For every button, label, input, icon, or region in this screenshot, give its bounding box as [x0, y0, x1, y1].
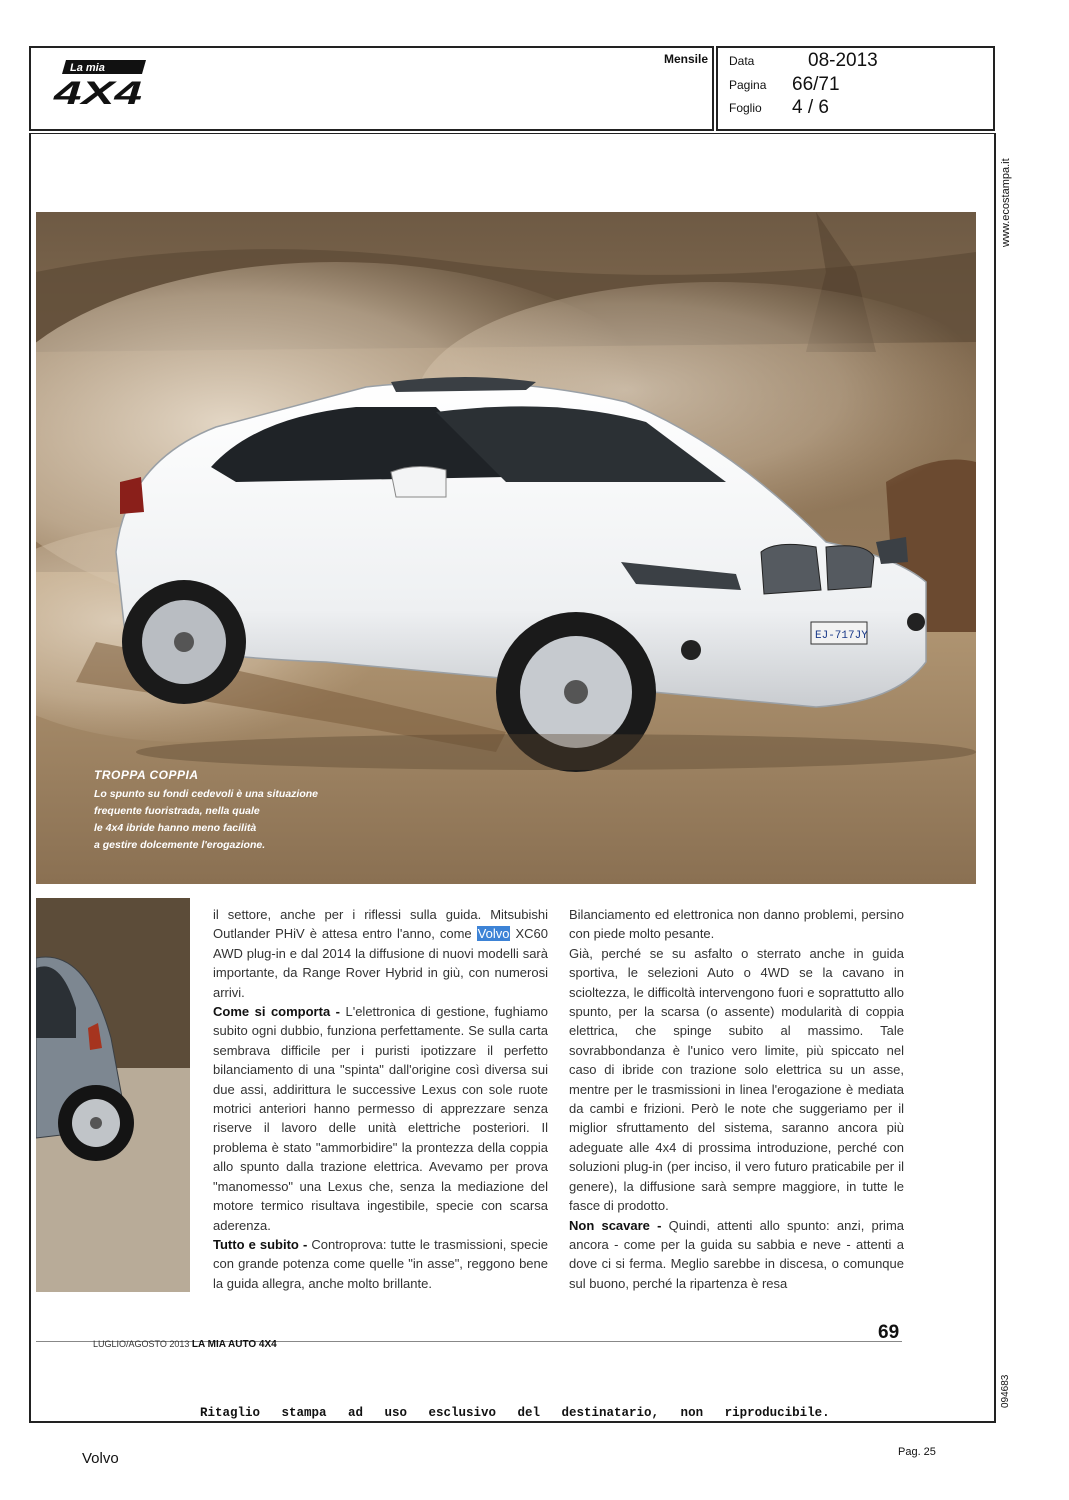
- section-come-si-comporta: [213, 1002, 548, 1235]
- pagina-label: Pagina: [729, 78, 767, 92]
- caption-line: a gestire dolcemente l'erogazione.: [94, 839, 266, 851]
- section-non-scavare: [569, 1216, 904, 1294]
- caption-line: le 4x4 ibride hanno meno facilità: [94, 822, 257, 834]
- column2-para2: Già, perché se su asfalto o sterrato anche in guida sportiva, le selezioni Auto o 4WD se la cavano in scioltezza, le difficoltà intervengono fuori e soprattutto allo spunto, per la scarsa (o assente) modularità di coppia elettrica, che spinge subito al massimo. Tale sovrabbondanza è l'unico vero limite, più spiccato nel caso di ibride con trazione solo elettrica su un asse, mentre per le trasmissioni in linea l'erogazione è mediata da cambi e frizioni. Però le note che suggeriamo per il miglior sfruttamento del sistema, saranno ancora più adeguate alle 4x4 di prossima introduzione, perché con soluzioni plug-in (per inciso, il vero futuro praticabile per il genere), la diffusione sarà sempre maggiore, in tutte le fasce di prodotto.: [569, 945, 904, 1214]
- archive-code: 094683: [1000, 1374, 1011, 1408]
- client-name: Volvo: [82, 1450, 119, 1467]
- section-body: Quindi, attenti allo spunto: anzi, prima ancora - come per la guida su sabbia e neve - attenti a dove ci si ferma. Meglio sarebbe in discesa, o comunque sul buono, perché la ripartenza è resa: [569, 1217, 904, 1291]
- copyright-notice: Ritaglio stampa ad uso esclusivo del destinatario, non riproducibile.: [200, 1406, 830, 1420]
- magazine-logo: [52, 60, 146, 106]
- pagina-value: 66/71: [792, 74, 840, 95]
- issue-footer: [93, 1339, 277, 1350]
- pag-number: Pag. 25: [898, 1446, 936, 1458]
- logo-main-text: 4X4: [52, 75, 143, 106]
- article-column-2: [569, 905, 904, 1293]
- intro-text-end: XC60 AWD plug-in e dal 2014 la diffusione di nuovi modelli sarà importante, da Range Rover Hybrid in giù, con numerosi arrivi.: [213, 926, 548, 1000]
- caption-line: frequente fuoristrada, nella quale: [94, 805, 260, 817]
- frequency-label: Mensile: [664, 52, 709, 66]
- magazine-name: LA MIA AUTO 4X4: [191, 1339, 277, 1350]
- section-body: L'elettronica di gestione, fughiamo subito ogni dubbio, funziona perfettamente. Se sulla carta sembrava difficile per i puristi ipotizzare il perfetto bilanciamento di una "spinta" dall'origine così diversa sui due assi, addirittura le successive Lexus con sole ruote motrici anteriori hanno permesso di apprezzare senza riserve il lavoro delle unità elettriche posteriori. Il problema è stato "ammorbidire" la prontezza della coppia allo spunto dalla trazione elettrica. Avevamo per prova "manomesso" una Lexus che, senza la mediazione del motore termico risultava ingestibile, specie con scarsa aderenza.: [213, 1004, 549, 1233]
- data-value: 08-2013: [808, 50, 878, 71]
- website-side-text: www.ecostampa.it: [1000, 158, 1012, 247]
- highlighted-keyword: Volvo: [477, 926, 510, 942]
- issue-date: LUGLIO/AGOSTO 2013: [93, 1339, 192, 1349]
- section-heading: Come si comporta -: [213, 1004, 346, 1020]
- foglio-label: Foglio: [729, 101, 762, 115]
- page-number: 69: [878, 1322, 900, 1343]
- section-heading: Non scavare -: [569, 1217, 669, 1233]
- section-body: Controprova: tutte le trasmissioni, specie con grande potenza come quelle "in asse", reggono bene la guida allegra, anche molto brillante.: [213, 1236, 548, 1291]
- section-tutto-e-subito: [213, 1235, 548, 1293]
- section-heading: Tutto e subito -: [213, 1236, 312, 1252]
- column1-intro: [213, 905, 548, 1002]
- photo-caption: [94, 768, 318, 854]
- article-column-1: [213, 905, 548, 1293]
- data-label: Data: [729, 54, 755, 68]
- intro-text: il settore, anche per i riflessi sulla guida. Mitsubishi Outlander PHiV è attesa entro l'anno, come: [213, 907, 548, 942]
- license-plate: EJ-717JY: [815, 630, 868, 642]
- foglio-value: 4 / 6: [792, 97, 829, 118]
- logo-top-text: La mia: [70, 62, 105, 74]
- secondary-photo: [36, 898, 190, 1292]
- caption-line: Lo spunto su fondi cedevoli è una situazione: [94, 788, 319, 800]
- caption-title: TROPPA COPPIA: [94, 768, 199, 782]
- column2-para1: Bilanciamento ed elettronica non danno problemi, persino con piede molto pesante.: [569, 907, 904, 942]
